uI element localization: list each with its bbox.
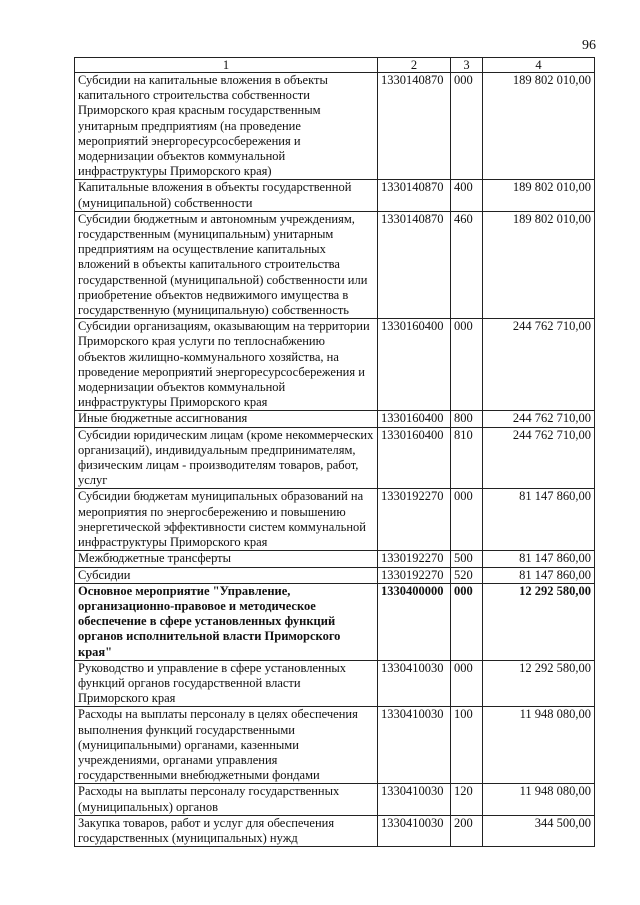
row-description: Капитальные вложения в объекты государственной (муниципальной) собственности — [75, 180, 378, 211]
row-expense-type: 810 — [451, 427, 483, 489]
row-description: Закупка товаров, работ и услуг для обеспечения государственных (муниципальных) нужд — [75, 815, 378, 846]
row-amount: 189 802 010,00 — [483, 73, 595, 180]
table-row — [75, 411, 595, 427]
table-row — [75, 180, 595, 211]
row-expense-type: 000 — [451, 583, 483, 660]
table-row — [75, 815, 595, 846]
row-expense-type: 100 — [451, 707, 483, 784]
row-description: Расходы на выплаты персоналу государственных (муниципальных) органов — [75, 784, 378, 815]
row-expense-type: 800 — [451, 411, 483, 427]
row-target-code: 1330160400 — [378, 319, 451, 411]
header-col-1: 1 — [75, 58, 378, 73]
row-description: Межбюджетные трансферты — [75, 551, 378, 567]
table-row — [75, 319, 595, 411]
header-col-2: 2 — [378, 58, 451, 73]
row-expense-type: 000 — [451, 73, 483, 180]
row-amount: 81 147 860,00 — [483, 567, 595, 583]
row-description: Субсидии бюджетам муниципальных образований на мероприятия по энергосбережению и повышению энергетической эффективности систем коммунальной инфраструктуры Приморского края — [75, 489, 378, 551]
row-amount: 244 762 710,00 — [483, 319, 595, 411]
row-expense-type: 500 — [451, 551, 483, 567]
table-row — [75, 784, 595, 815]
row-expense-type: 120 — [451, 784, 483, 815]
table-row — [75, 707, 595, 784]
row-target-code: 1330410030 — [378, 815, 451, 846]
row-description: Субсидии организациям, оказывающим на территории Приморского края услуги по теплоснабжению объектов жилищно-коммунального хозяйства, на проведение мероприятий энергоресурсосбережения и модернизации объектов коммунальной инфраструктуры Приморского края — [75, 319, 378, 411]
table-row — [75, 427, 595, 489]
table-body — [75, 73, 595, 847]
row-expense-type: 400 — [451, 180, 483, 211]
row-description: Субсидии бюджетным и автономным учреждениям, государственным (муниципальным) унитарным предприятиям на осуществление капитальных вложений в объекты капитального строительства государственной (муниципальной) собственности или приобретение объектов недвижимого имущества в государственную (муниципальную) собственность — [75, 211, 378, 318]
row-description: Субсидии на капитальные вложения в объекты капитального строительства собственности Приморского края красным государственным унитарным предприятиям (на проведение мероприятий энергоресурсосбережения и модернизации объектов коммунальной инфраструктуры Приморского края) — [75, 73, 378, 180]
table-row-main-activity — [75, 583, 595, 660]
row-amount: 189 802 010,00 — [483, 180, 595, 211]
header-col-4: 4 — [483, 58, 595, 73]
table-row — [75, 211, 595, 318]
row-target-code: 1330192270 — [378, 567, 451, 583]
page-number: 96 — [582, 38, 596, 53]
row-amount: 344 500,00 — [483, 815, 595, 846]
budget-table — [74, 57, 595, 847]
row-target-code: 1330400000 — [378, 583, 451, 660]
row-amount: 11 948 080,00 — [483, 784, 595, 815]
row-expense-type: 200 — [451, 815, 483, 846]
table-row — [75, 489, 595, 551]
row-amount: 244 762 710,00 — [483, 427, 595, 489]
row-description: Основное мероприятие "Управление, организационно-правовое и методическое обеспечение в сфере установленных функций органов исполнительной власти Приморского края" — [75, 583, 378, 660]
row-expense-type: 460 — [451, 211, 483, 318]
row-target-code: 1330192270 — [378, 489, 451, 551]
row-amount: 81 147 860,00 — [483, 489, 595, 551]
row-target-code: 1330410030 — [378, 660, 451, 707]
row-target-code: 1330160400 — [378, 411, 451, 427]
row-description: Расходы на выплаты персоналу в целях обеспечения выполнения функций государственными (муниципальными) органами, казенными учреждениями, органами управления государственными внебюджетными фондами — [75, 707, 378, 784]
row-amount: 11 948 080,00 — [483, 707, 595, 784]
row-expense-type: 000 — [451, 660, 483, 707]
table-header-row — [75, 58, 595, 73]
row-amount: 12 292 580,00 — [483, 583, 595, 660]
header-col-3: 3 — [451, 58, 483, 73]
row-amount: 189 802 010,00 — [483, 211, 595, 318]
row-description: Иные бюджетные ассигнования — [75, 411, 378, 427]
table-row — [75, 567, 595, 583]
row-target-code: 1330410030 — [378, 784, 451, 815]
row-target-code: 1330140870 — [378, 73, 451, 180]
table-row — [75, 551, 595, 567]
row-expense-type: 000 — [451, 489, 483, 551]
table-row — [75, 73, 595, 180]
row-description: Субсидии юридическим лицам (кроме некоммерческих организаций), индивидуальным предпринимателям, физическим лицам - производителям товаров, работ, услуг — [75, 427, 378, 489]
row-amount: 81 147 860,00 — [483, 551, 595, 567]
row-target-code: 1330140870 — [378, 180, 451, 211]
row-target-code: 1330140870 — [378, 211, 451, 318]
row-description: Руководство и управление в сфере установленных функций органов государственной власти Приморского края — [75, 660, 378, 707]
row-target-code: 1330192270 — [378, 551, 451, 567]
row-target-code: 1330410030 — [378, 707, 451, 784]
row-amount: 244 762 710,00 — [483, 411, 595, 427]
row-description: Субсидии — [75, 567, 378, 583]
row-expense-type: 520 — [451, 567, 483, 583]
row-expense-type: 000 — [451, 319, 483, 411]
row-target-code: 1330160400 — [378, 427, 451, 489]
table-row — [75, 660, 595, 707]
row-amount: 12 292 580,00 — [483, 660, 595, 707]
